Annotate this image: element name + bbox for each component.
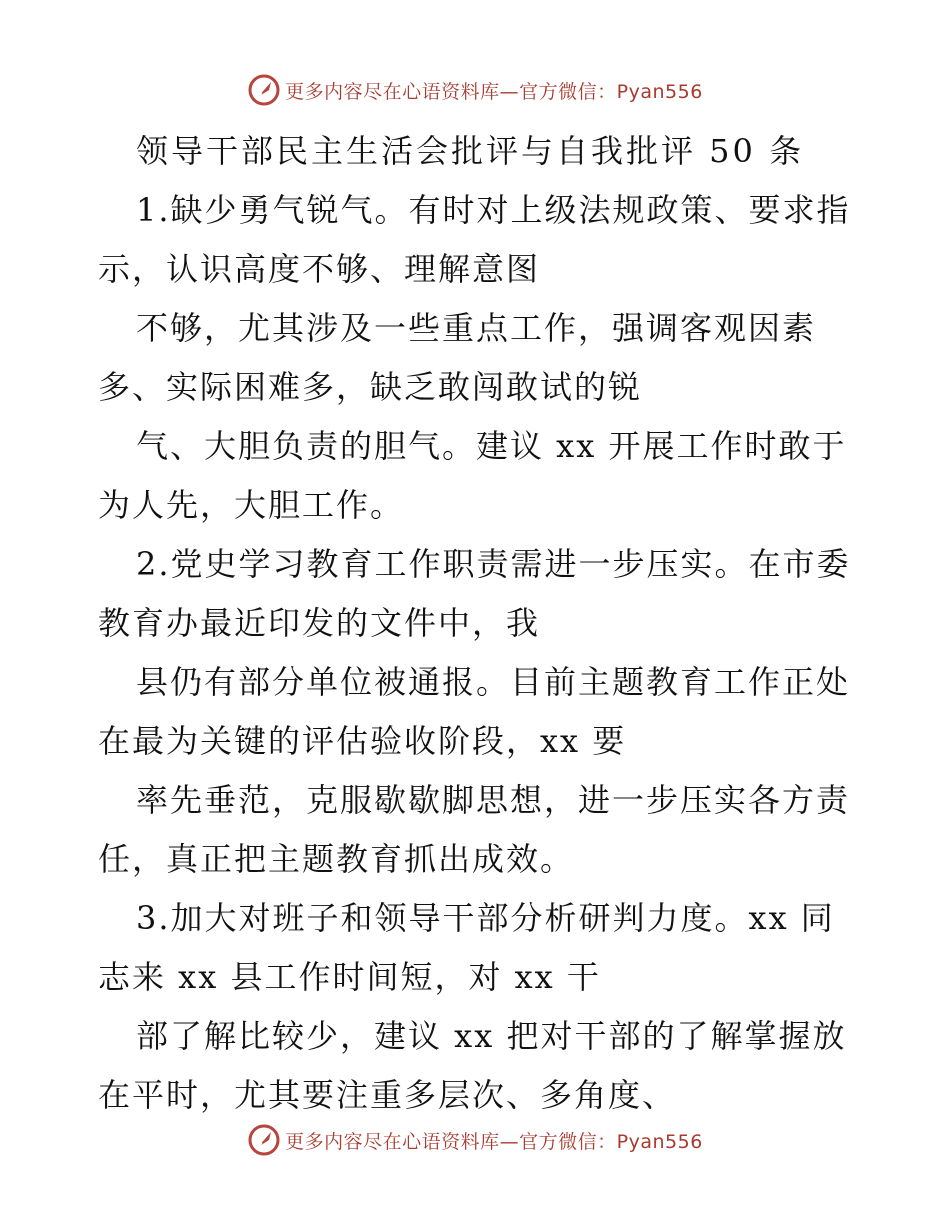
paragraph-line: 在平时，尤其要注重多层次、多角度、 [98,1076,677,1114]
paragraph-line: 1.缺少勇气锐气。有时对上级法规政策、要求指 [136,191,851,229]
paragraph-line: 多、实际困难多，缺乏敢闯敢试的锐 [98,368,643,406]
paragraph-line: 任，真正把主题教育抓出成效。 [98,840,575,878]
paragraph-line: 2.党史学习教育工作职责需进一步压实。在市委 [136,545,851,583]
document-body [98,122,858,1125]
header-banner-text: 更多内容尽在心语资料库—官方微信：Pyan556 [285,80,703,103]
footer-banner [0,1120,950,1160]
paragraph-line: 率先垂范，克服歇歇脚思想，进一步压实各方责 [136,781,851,819]
header-banner [0,70,950,110]
paragraph-line: 气、大胆负责的胆气。建议 xx 开展工作时敢于 [136,427,847,465]
paragraph-line: 部了解比较少，建议 xx 把对干部的了解掌握放 [136,1017,847,1055]
document-title: 领导干部民主生活会批评与自我批评 50 条 [136,132,805,170]
paragraph-line: 在最为关键的评估验收阶段，xx 要 [98,722,627,760]
footer-banner-text: 更多内容尽在心语资料库—官方微信：Pyan556 [285,1130,703,1153]
paragraph-line: 3.加大对班子和领导干部分析研判力度。xx 同 [136,899,835,937]
paragraph-line: 示，认识高度不够、理解意图 [98,250,541,288]
paragraph-line: 不够，尤其涉及一些重点工作，强调客观因素 [136,309,817,347]
quill-logo-icon [247,73,281,107]
paragraph-line: 县仍有部分单位被通报。目前主题教育工作正处 [136,663,851,701]
paragraph-line: 志来 xx 县工作时间短，对 xx 干 [98,958,601,996]
quill-logo-icon [247,1123,281,1157]
paragraph-line: 教育办最近印发的文件中，我 [98,604,541,642]
paragraph-line: 为人先，大胆工作。 [98,486,405,524]
